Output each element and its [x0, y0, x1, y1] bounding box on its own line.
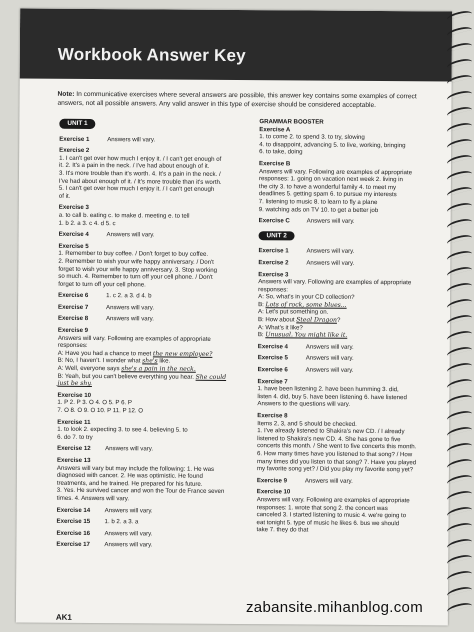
left-column — [56, 117, 239, 550]
spiral-coil — [446, 425, 472, 436]
exercise-12 — [57, 445, 237, 454]
spiral-coil — [446, 233, 472, 244]
spiral-coil — [446, 265, 472, 276]
exercise-answer: Answers will vary. — [306, 217, 355, 225]
dialogue-line: A: So, what's in your CD collection? — [258, 293, 355, 302]
exercise-9 — [257, 477, 432, 486]
handwritten-answer: Unusual. You might like it. — [265, 331, 348, 340]
exercise-10-answers — [57, 399, 237, 415]
exercise-8 — [58, 315, 238, 324]
exercise-label: Exercise 1 — [258, 247, 289, 255]
answer-intro: Answers will vary. Following are examples of appropriate responses: — [57, 334, 211, 350]
exercise-answer: Answers will vary. — [305, 354, 354, 363]
exercise-13-label: Exercise 13 — [56, 456, 91, 464]
exercise-answer: Answers will vary. — [306, 247, 355, 256]
answer-line: take 7. they do that — [256, 526, 309, 534]
answer-line: 6. How many times have you listened to that song? / How — [257, 450, 413, 459]
unit-2-badge: UNIT 2 — [259, 231, 295, 241]
exercise-4 — [258, 343, 433, 352]
exercise-7 — [58, 304, 238, 313]
answer-line: 3. It's more trouble than it's worth. 4. It's a pain in the neck. / — [58, 169, 221, 178]
spiral-coil — [446, 57, 472, 68]
exercise-1 — [258, 247, 433, 256]
exercise-2-label: Exercise 2 — [59, 146, 90, 155]
answer-line: 6. do 7. to try — [57, 433, 93, 441]
exercise-answer: Answers will vary. — [104, 506, 153, 514]
exercise-5-answers — [58, 250, 238, 289]
answer-intro: Answers will vary. Following are examples of appropriate responses: — [258, 278, 412, 294]
exercise-answer: Answers will vary. — [306, 259, 355, 267]
handwritten-answer: she's a pain in the neck. — [121, 365, 196, 373]
exercise-1 — [59, 135, 239, 144]
spiral-coil — [446, 201, 472, 212]
dialogue-text: A: Well, everyone says — [57, 364, 122, 373]
answer-line: 9. watching ads on TV 10. to get a better job — [258, 205, 379, 214]
exercise-3-answers — [258, 278, 433, 340]
spiral-coil — [446, 9, 472, 20]
spiral-coil — [446, 313, 472, 324]
answer-line: 1. P 2. P 3. O 4. O 5. P 6. P — [57, 399, 132, 407]
exercise-answer: 1. b 2. a 3. a — [104, 518, 139, 526]
spiral-coil — [446, 393, 472, 404]
exercise-16 — [56, 529, 236, 538]
answer-line: so much. 4. Remember to turn off your cell phone. / Don't — [58, 272, 213, 281]
answer-line: 1. b 2. a 3. c 4. d 5. c — [58, 219, 116, 227]
dialogue-text: A: Have you had a chance to meet — [57, 349, 153, 358]
exercise-answer: Answers will vary. — [305, 366, 354, 374]
answer-line: 1. Remember to buy coffee. / Don't forget to buy coffee. — [58, 250, 209, 259]
dialogue-text: B: — [257, 331, 266, 339]
answer-line: 1. I can't get over how much I enjoy it. / I can't get enough of — [59, 154, 222, 163]
spiral-coil — [446, 73, 472, 84]
answer-line: 1. I've already listened to Shakira's new CD. / I already — [257, 427, 405, 436]
note-label: Note: — [57, 90, 75, 98]
spiral-coil — [446, 25, 472, 36]
exercise-10-answers — [256, 496, 431, 535]
exercise-label: Exercise 9 — [256, 476, 288, 485]
spiral-coil — [446, 121, 472, 132]
answer-line: diagnosed with cancer. 2. He was optimistic. He found — [56, 471, 203, 480]
spiral-coil — [446, 249, 472, 260]
exercise-9-label: Exercise 9 — [57, 326, 89, 335]
answer-line: Answers will vary. Following are examples of appropriate — [258, 167, 413, 176]
answer-line: Answers will vary but may include the following: 1. He was — [56, 464, 215, 473]
answer-line: 1. have been listening 2. have been humming 3. did, — [257, 385, 399, 394]
spiral-coil — [446, 473, 472, 484]
exercise-b-label: Exercise B — [259, 160, 291, 168]
exercise-8-label: Exercise 8 — [257, 412, 288, 420]
answer-line: 3. Yes. He survived cancer and won the Tour de France seven — [56, 487, 225, 496]
spiral-coil — [446, 137, 472, 148]
exercise-5-label: Exercise 5 — [58, 242, 89, 250]
exercise-11-label: Exercise 11 — [57, 418, 91, 426]
dialogue-text: B: Yeah, but you can't believe everything you hear. — [57, 372, 196, 381]
spiral-coil — [446, 489, 472, 500]
exercise-label: Exercise 2 — [258, 259, 289, 267]
exercise-label: Exercise 6 — [58, 292, 89, 300]
spiral-binding — [444, 0, 474, 632]
spiral-coil — [446, 521, 472, 532]
dialogue-line: A: What's it like? — [257, 323, 303, 332]
site-watermark: zabansite.mihanblog.com — [246, 599, 423, 616]
spiral-coil — [446, 457, 472, 468]
answer-line: of it. — [58, 192, 71, 200]
handwritten-answer: She could just be shy. — [57, 373, 227, 388]
exercise-11-answers — [57, 426, 237, 442]
answer-line: 5. I can't get over how much I enjoy it. / I can't get enough — [58, 184, 215, 194]
exercise-6 — [258, 366, 433, 375]
answer-line: forget to turn off your cell phone. — [58, 280, 146, 289]
exercise-5 — [258, 355, 433, 364]
answer-line: 7. listening to music 8. to learn to fly a plane — [258, 198, 378, 206]
spiral-coil — [446, 153, 472, 164]
answer-line: many times did you listen to that song? 7. Have you played — [256, 457, 417, 466]
spiral-coil — [446, 505, 472, 516]
answer-line: 1. to come 2. to spend 3. to try, slowing — [259, 133, 365, 142]
exercise-label: Exercise 4 — [257, 343, 288, 351]
exercise-label: Exercise 12 — [57, 445, 91, 453]
answer-line: concerts this month. / She went to five concerts this month. — [257, 442, 417, 451]
exercise-answer: Answers will vary. — [105, 315, 154, 323]
dialogue-line — [58, 372, 238, 388]
exercise-10-label: Exercise 10 — [57, 391, 92, 399]
answer-line: the city 3. to have a wonderful family 4. to meet my — [258, 182, 397, 191]
spiral-coil — [446, 409, 472, 420]
answer-line: my favorite song yet? / Did you play my favorite song yet? — [256, 465, 414, 474]
spiral-coil — [446, 297, 472, 308]
exercise-answer: Answers will vary. — [305, 343, 354, 351]
exercise-15 — [57, 518, 237, 527]
answer-line: 7. O 8. O 9. O 10. P 11. P 12. O — [57, 406, 144, 415]
exercise-label: Exercise 4 — [58, 230, 89, 239]
spiral-coil — [446, 281, 472, 292]
spiral-coil — [446, 217, 472, 228]
page-number: AK1 — [55, 612, 72, 622]
answer-line: times. 4. Answers will vary. — [56, 494, 130, 503]
spiral-coil — [446, 441, 472, 452]
exercise-3-label: Exercise 3 — [258, 270, 289, 278]
spiral-coil — [446, 361, 472, 372]
answer-line: eat tonight 5. type of music he likes 6. bus we should — [256, 518, 400, 527]
exercise-a-answers — [259, 133, 434, 157]
exercise-2-answers — [59, 155, 239, 202]
answer-line: listen 4. did, buy 5. have been listening 6. have listened — [257, 392, 407, 402]
spiral-coil — [446, 345, 472, 356]
answer-line: forget to wish your wife happy anniversary. 3. Stop working — [58, 265, 218, 274]
spiral-coil — [446, 41, 472, 52]
exercise-label: Exercise 16 — [56, 529, 91, 537]
handwritten-answer: the new employee? — [152, 350, 213, 358]
handwritten-answer: she's — [142, 357, 158, 365]
answer-line: Answers to the questions will vary. — [257, 400, 351, 409]
exercise-label: Exercise 14 — [56, 506, 91, 514]
dialogue-text: B: No, I haven't. I wonder what — [57, 357, 143, 365]
exercise-6 — [58, 292, 238, 301]
answer-line: 4. to disappoint, advancing 5. to live, working, bringing — [259, 140, 406, 149]
workbook-page — [16, 8, 452, 625]
exercise-13-answers — [57, 464, 237, 503]
dialogue-text: like. — [157, 357, 171, 365]
exercise-10-label: Exercise 10 — [256, 488, 291, 496]
exercise-label: Exercise 1 — [59, 135, 90, 143]
answer-line: Items 2, 3, and 5 should be checked. — [257, 419, 357, 428]
exercise-3-label: Exercise 3 — [58, 204, 89, 212]
exercise-c — [259, 217, 434, 226]
dialogue-text: B: How about — [257, 316, 297, 324]
exercise-answer: Answers will vary. — [304, 477, 353, 485]
page-title: Workbook Answer Key — [57, 44, 246, 66]
answer-line: I've had about enough of it. / It's more trouble than it's worth. — [58, 177, 222, 186]
spiral-coil — [446, 329, 472, 340]
answer-line: deadlines 5. getting spam 6. to pursue my interests — [258, 190, 397, 199]
note-paragraph — [57, 91, 417, 111]
answer-line: treatments, and he trained. He prepared for his future. — [56, 479, 203, 488]
unit-1-badge: UNIT 1 — [59, 119, 95, 129]
exercise-4 — [59, 231, 239, 240]
exercise-label: Exercise 15 — [56, 517, 91, 526]
spiral-coil — [446, 537, 472, 548]
answer-line: Answers will vary. Following are examples of appropriate — [256, 496, 410, 505]
dialogue-line — [258, 331, 433, 340]
exercise-answer: Answers will vary. — [106, 231, 155, 239]
answer-line: 2. Remember to wish your wife happy anniversary. / Don't — [58, 257, 214, 266]
exercise-label: Exercise 8 — [57, 315, 89, 323]
exercise-8-answers — [257, 420, 432, 474]
exercise-answer: Answers will vary. — [104, 541, 153, 549]
exercise-3-answers — [59, 212, 239, 228]
exercise-answer: Answers will vary. — [105, 445, 154, 453]
spiral-coil — [446, 377, 472, 388]
exercise-14 — [57, 506, 237, 515]
grammar-booster-title: GRAMMAR BOOSTER — [259, 118, 324, 126]
exercise-label: Exercise C — [258, 217, 290, 225]
spiral-coil — [446, 169, 472, 180]
exercise-label: Exercise 17 — [56, 541, 90, 549]
exercise-answer: Answers will vary. — [106, 303, 155, 312]
spiral-coil — [446, 569, 472, 580]
exercise-17 — [56, 541, 236, 550]
dialogue-text: B: — [258, 301, 266, 309]
exercise-b-answers — [259, 168, 434, 215]
answer-line: responses: 1. wrote that song 2. the concert was — [256, 503, 388, 512]
spiral-coil — [446, 585, 472, 596]
answer-line: 6. to take, doing — [259, 148, 303, 156]
answer-line: responses: 1. going on vacation next week 2. living in — [258, 175, 403, 184]
answer-line: a. to call b. eating c. to make d. meeting e. to tell — [58, 211, 190, 220]
answer-line: canceled 3. I started listening to music 4. we're going to — [256, 511, 407, 520]
exercise-label: Exercise 6 — [257, 366, 288, 374]
exercise-9-answers — [58, 334, 238, 388]
right-column — [256, 118, 434, 535]
exercise-7-answers — [257, 385, 432, 409]
exercise-label: Exercise 5 — [257, 354, 288, 362]
note-text: In communicative exercises where several answers are possible, this answer key contains some examples of correct answers, not all possible answers. Any valid answer in this type of exercise should be considered acceptable. — [57, 90, 417, 109]
spiral-coil — [446, 105, 472, 116]
exercise-7-label: Exercise 7 — [257, 377, 288, 386]
dialogue-line: A: Let's put something on. — [258, 308, 329, 317]
handwritten-answer: Lots of rock, some blues... — [265, 301, 347, 309]
exercise-2 — [258, 259, 433, 268]
dialogue-text: ? — [336, 316, 341, 324]
answer-line: listened to Shakira's new CD. 4. She has gone to five — [257, 434, 401, 443]
exercise-label: Exercise 7 — [58, 303, 89, 311]
spiral-coil — [446, 601, 472, 612]
handwritten-answer: Steal Dragon — [296, 316, 337, 324]
spiral-coil — [446, 89, 472, 100]
exercise-answer: Answers will vary. — [104, 529, 153, 538]
exercise-a-label: Exercise A — [259, 125, 291, 133]
spiral-coil — [446, 185, 472, 196]
answer-line: it. 2. It's a pain in the neck. / I've had about enough of it. — [59, 162, 210, 171]
exercise-answer: Answers will vary. — [107, 135, 156, 144]
exercise-answer: 1. c 2. a 3. d 4. b — [106, 292, 152, 300]
answer-line: 1. to look 2. expecting 3. to see 4. believing 5. to — [57, 425, 188, 434]
spiral-coil — [446, 553, 472, 564]
